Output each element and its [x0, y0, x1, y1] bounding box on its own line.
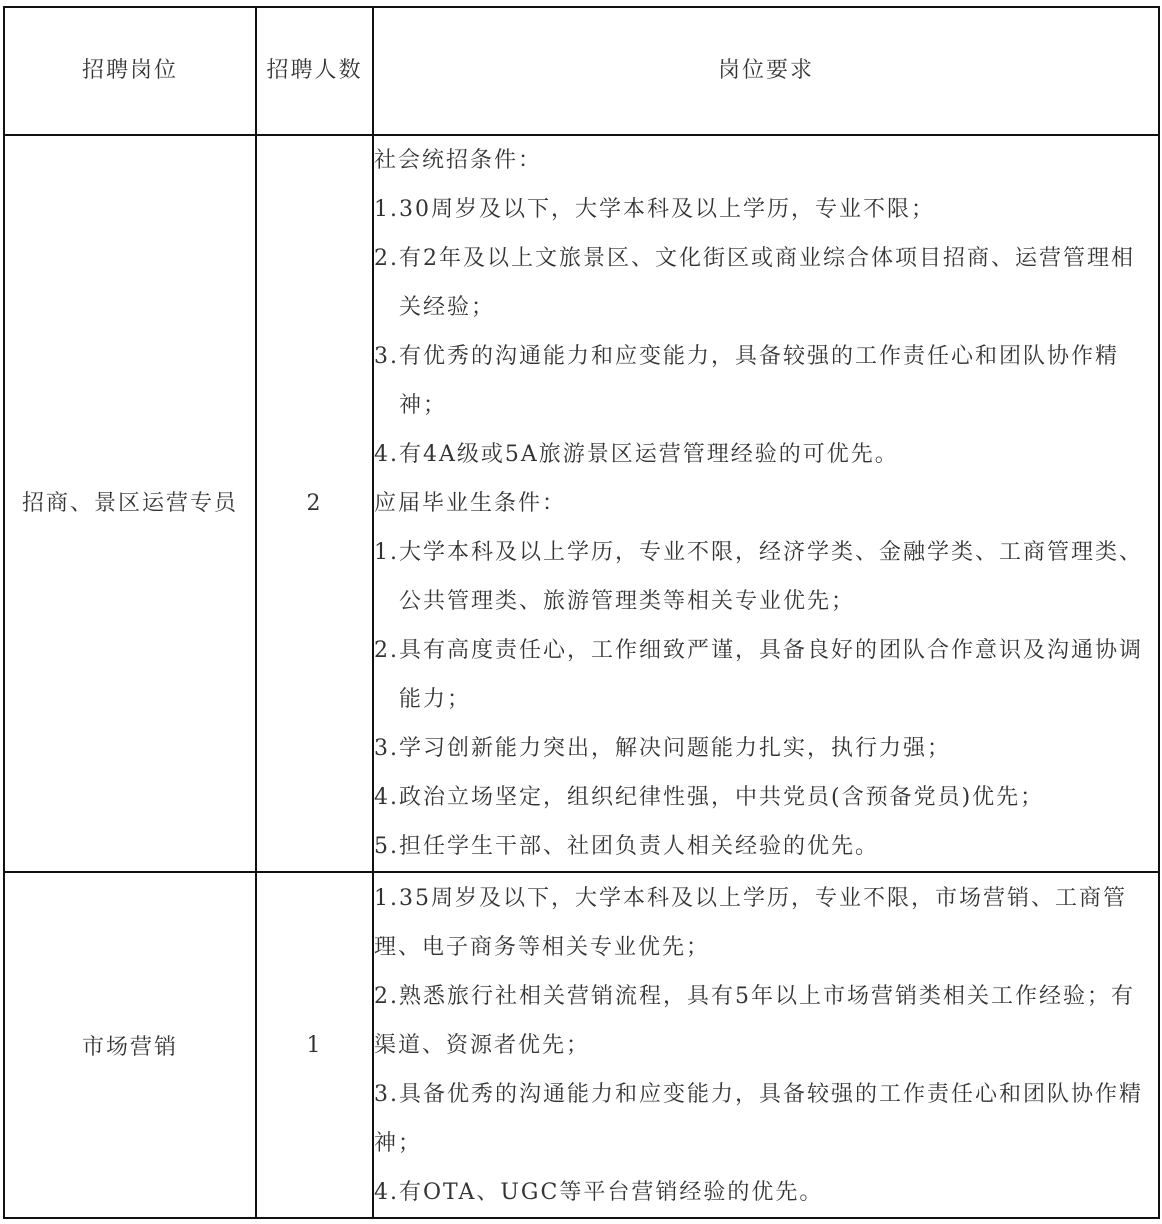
requirement-item: 4.政治立场坚定，组织纪律性强，中共党员(含预备党员)优先； [374, 785, 1045, 810]
graduate-title: 应届毕业生条件： [374, 491, 567, 516]
requirements-cell [373, 872, 1159, 1218]
requirement-item: 1.大学本科及以上学历，专业不限，经济学类、金融学类、工商管理类、公共管理类、旅游管理类等相关专业优先； [374, 540, 1143, 614]
requirements-cell [373, 135, 1159, 872]
requirement-item: 4.有OTA、UGC等平台营销经验的优先。 [374, 1179, 824, 1205]
table-header-row [4, 7, 1159, 135]
requirement-item: 2.具有高度责任心，工作细致严谨，具备良好的团队合作意识及沟通协调能力； [374, 638, 1143, 712]
position-count: 2 [256, 135, 373, 872]
requirement-item: 3.学习创新能力突出，解决问题能力扎实，执行力强； [374, 736, 951, 761]
requirement-item: 1.30周岁及以下，大学本科及以上学历，专业不限； [374, 197, 935, 222]
requirement-item: 3.有优秀的沟通能力和应变能力，具备较强的工作责任心和团队协作精神； [374, 344, 1119, 418]
position-name: 招商、景区运营专员 [4, 135, 256, 872]
header-count: 招聘人数 [256, 7, 373, 135]
table-row [4, 135, 1159, 872]
requirement-item: 2.有2年及以上文旅景区、文化街区或商业综合体项目招商、运营管理相关经验； [374, 246, 1135, 320]
requirement-item: 4.有4A级或5A旅游景区运营管理经验的可优先。 [374, 442, 899, 467]
position-count: 1 [256, 872, 373, 1218]
position-name: 市场营销 [4, 872, 256, 1218]
requirement-item: 3.具备优秀的沟通能力和应变能力，具备较强的工作责任心和团队协作精神； [374, 1081, 1143, 1156]
requirement-item: 2.熟悉旅行社相关营销流程，具有5年以上市场营销类相关工作经验；有渠道、资源者优先； [374, 983, 1135, 1058]
social-recruit-title: 社会统招条件： [374, 148, 543, 173]
header-position: 招聘岗位 [4, 7, 256, 135]
table-row [4, 872, 1159, 1218]
header-requirements: 岗位要求 [373, 7, 1159, 135]
requirement-item: 1.35周岁及以下，大学本科及以上学历，专业不限，市场营销、工商管理、电子商务等相关专业优先； [374, 885, 1127, 960]
requirement-item: 5.担任学生干部、社团负责人相关经验的优先。 [374, 834, 879, 859]
recruitment-table [3, 6, 1160, 1219]
